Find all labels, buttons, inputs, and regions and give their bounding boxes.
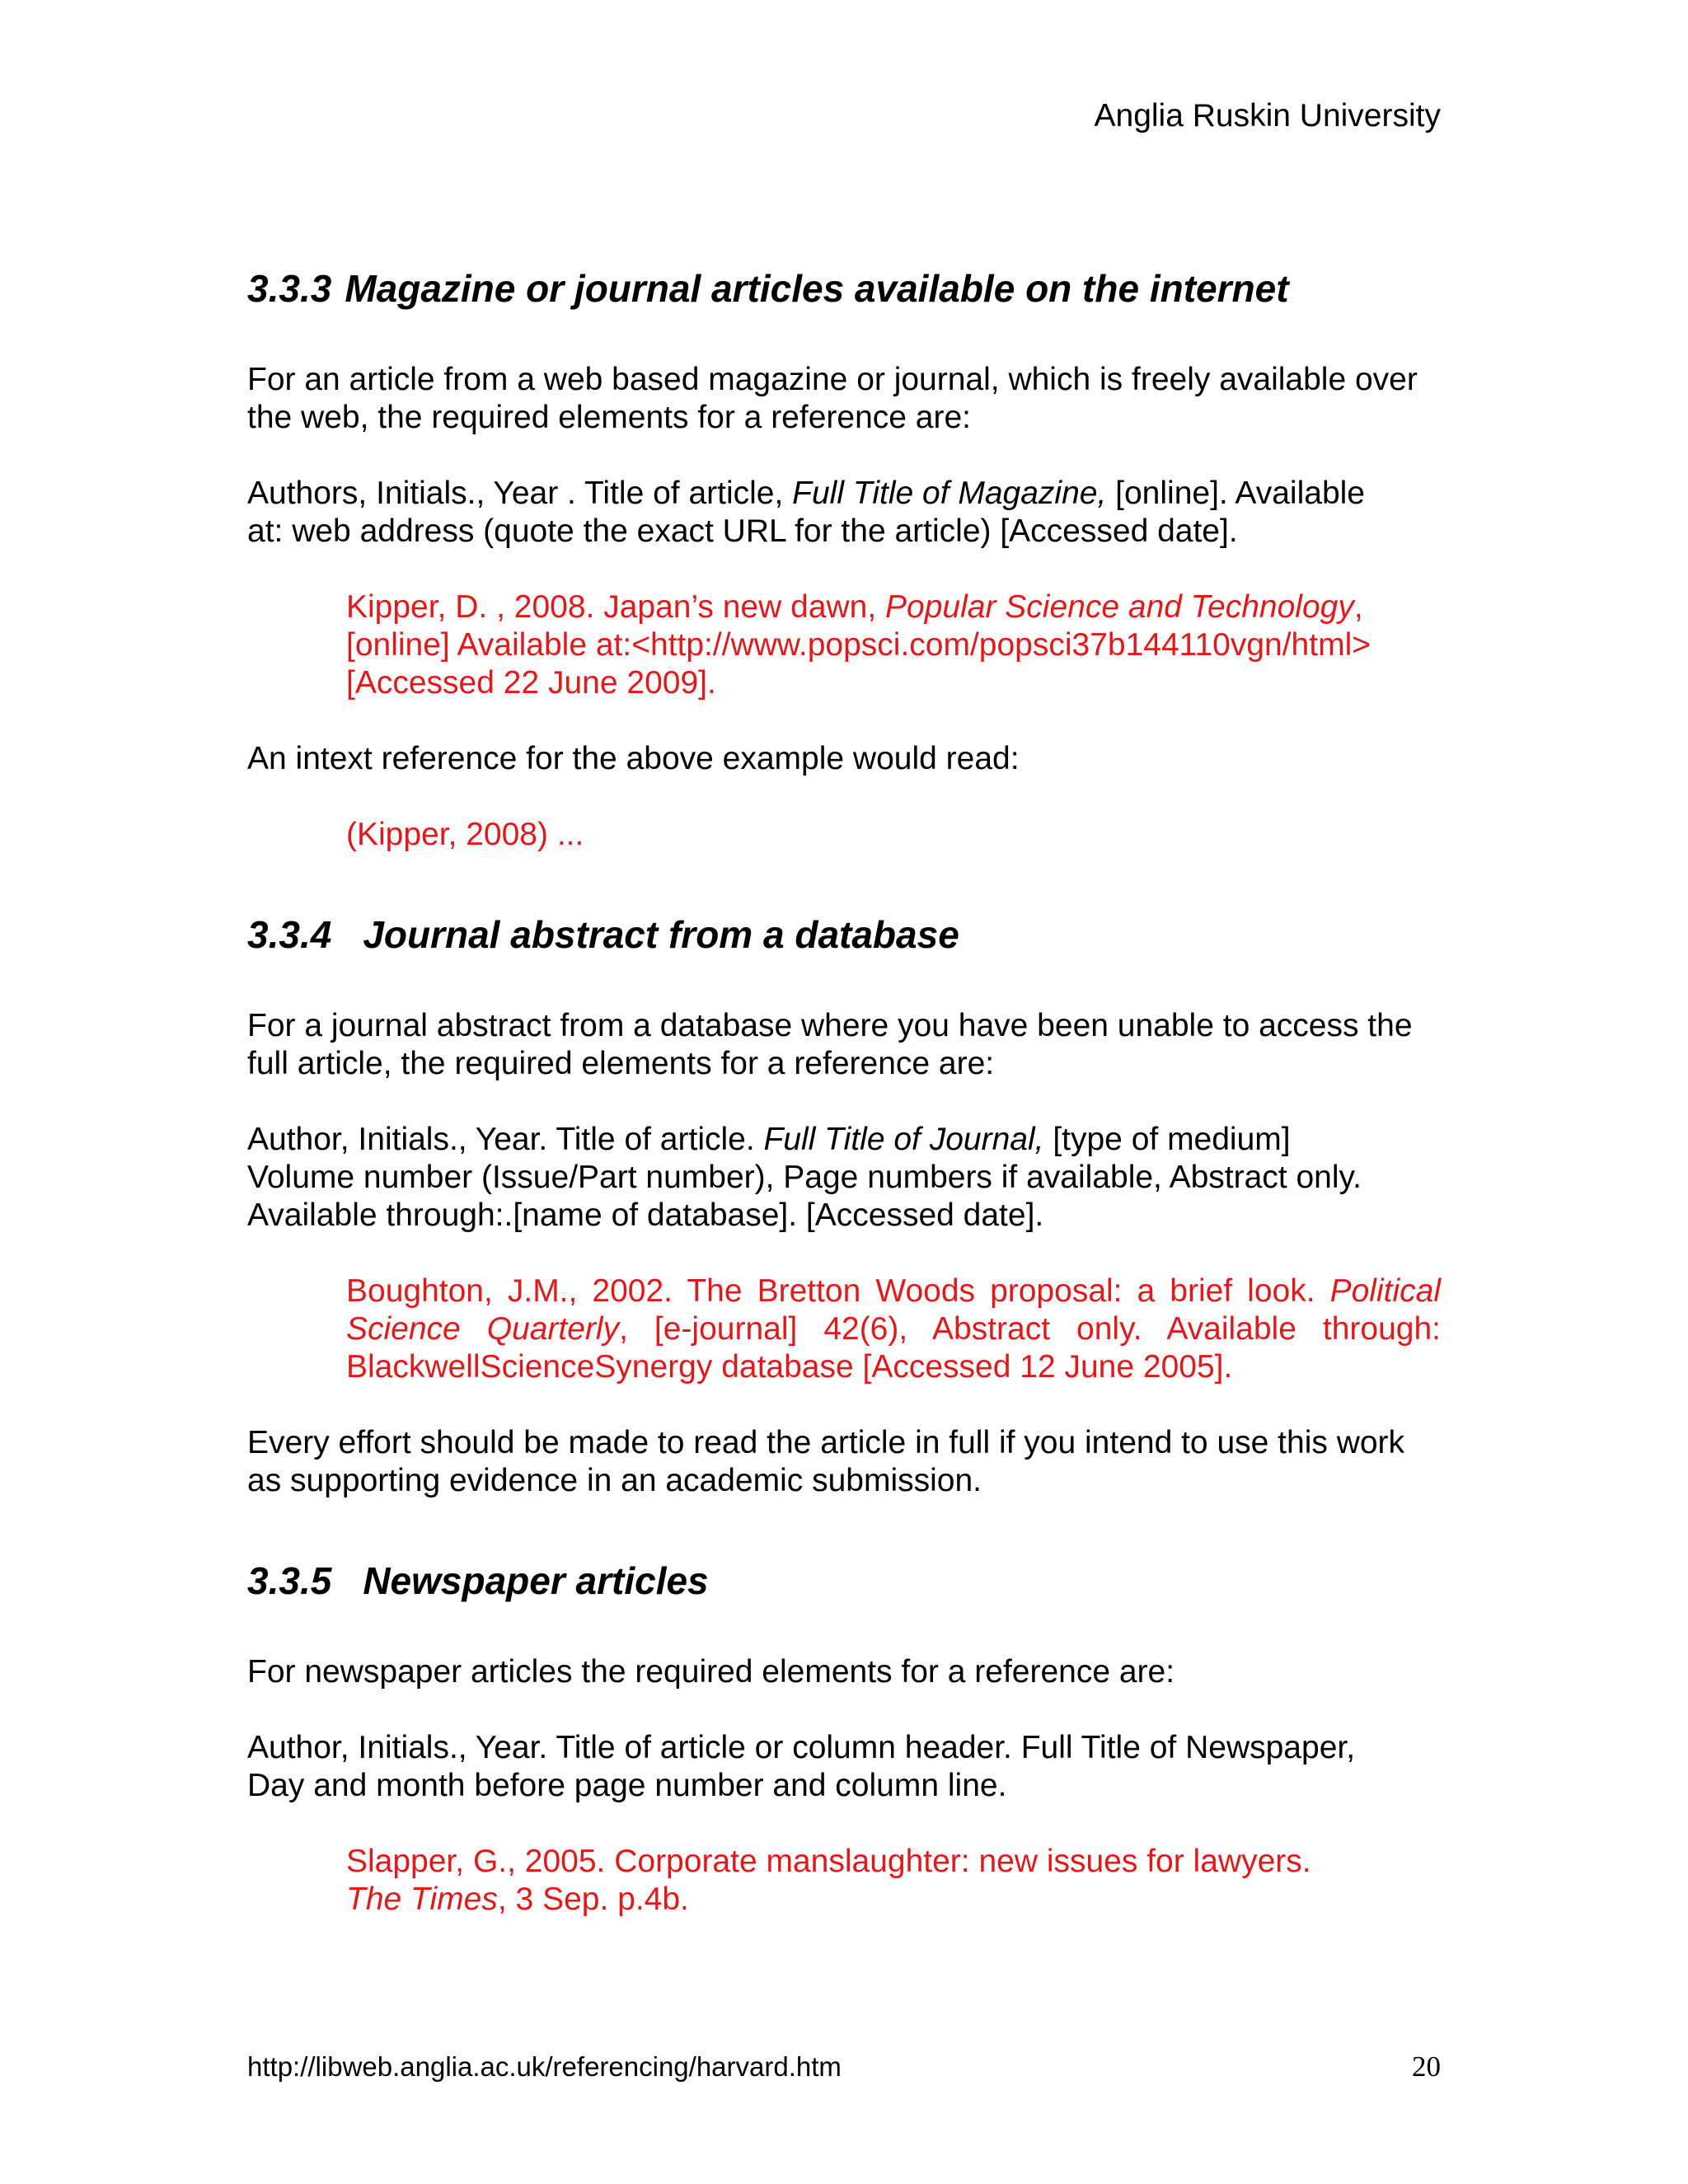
reference-example: Kipper, D. , 2008. Japan’s new dawn, Popular Science and Technology, [online] Available at:<http://www.popsci.com/popsci37b144110vgn/html> [Accessed 22 June 2009]. (346, 589, 1372, 701)
reference-format: Authors, Initials., Year . Title of article, Full Title of Magazine, [online]. Available at: web address (quote the exact URL for the article) [Accessed date]. (247, 476, 1365, 549)
section-title: Journal abstract from a database (363, 913, 959, 956)
reference-format: Author, Initials., Year. Title of article or column header. Full Title of Newspaper, Day and month before page number and column line. (247, 1730, 1356, 1803)
page-content (247, 265, 1441, 1957)
section-heading (247, 912, 1441, 958)
footer-url: http://libweb.anglia.ac.uk/referencing/harvard.htm (247, 2051, 842, 2082)
section-number: 3.3.5 (247, 1559, 332, 1602)
section-3-3-5 (247, 1558, 1441, 1919)
reference-example: Boughton, J.M., 2002. The Bretton Woods proposal: a brief look. Political Science Quarterly, [e-journal] 42(6), Abstract only. Available through: BlackwellScienceSynergy database [Accessed 12 June 2005]. (346, 1273, 1441, 1385)
section-heading (247, 265, 1441, 312)
section-number: 3.3.3 (247, 267, 332, 310)
section-3-3-4 (247, 912, 1441, 1500)
section-title: Magazine or journal articles available on the internet (345, 267, 1289, 310)
section-3-3-3 (247, 265, 1441, 854)
section-title: Newspaper articles (363, 1559, 709, 1602)
intext-label: An intext reference for the above example would read: (247, 741, 1020, 776)
reference-example: Slapper, G., 2005. Corporate manslaughter: new issues for lawyers. The Times, 3 Sep. p.4b. (346, 1844, 1311, 1917)
section-intro: For an article from a web based magazine or journal, which is freely available over the web, the required elements for a reference are: (247, 362, 1418, 435)
intext-example: (Kipper, 2008) ... (346, 817, 584, 852)
section-note: Every effort should be made to read the article in full if you intend to use this work as supporting evidence in an academic submission. (247, 1425, 1405, 1498)
page-number: 20 (1412, 2050, 1441, 2083)
section-intro: For newspaper articles the required elements for a reference are: (247, 1654, 1175, 1690)
reference-format: Author, Initials., Year. Title of article. Full Title of Journal, [type of medium] Volume number (Issue/Part number), Page numbers if available, Abstract only. Available through:.[name of database]. [Accessed date]. (247, 1122, 1362, 1233)
running-header: Anglia Ruskin University (1094, 98, 1441, 134)
section-intro: For a journal abstract from a database where you have been unable to access the full article, the required elements for a reference are: (247, 1008, 1413, 1081)
section-heading (247, 1558, 1441, 1604)
page-footer (247, 2050, 1441, 2083)
section-number: 3.3.4 (247, 913, 332, 956)
